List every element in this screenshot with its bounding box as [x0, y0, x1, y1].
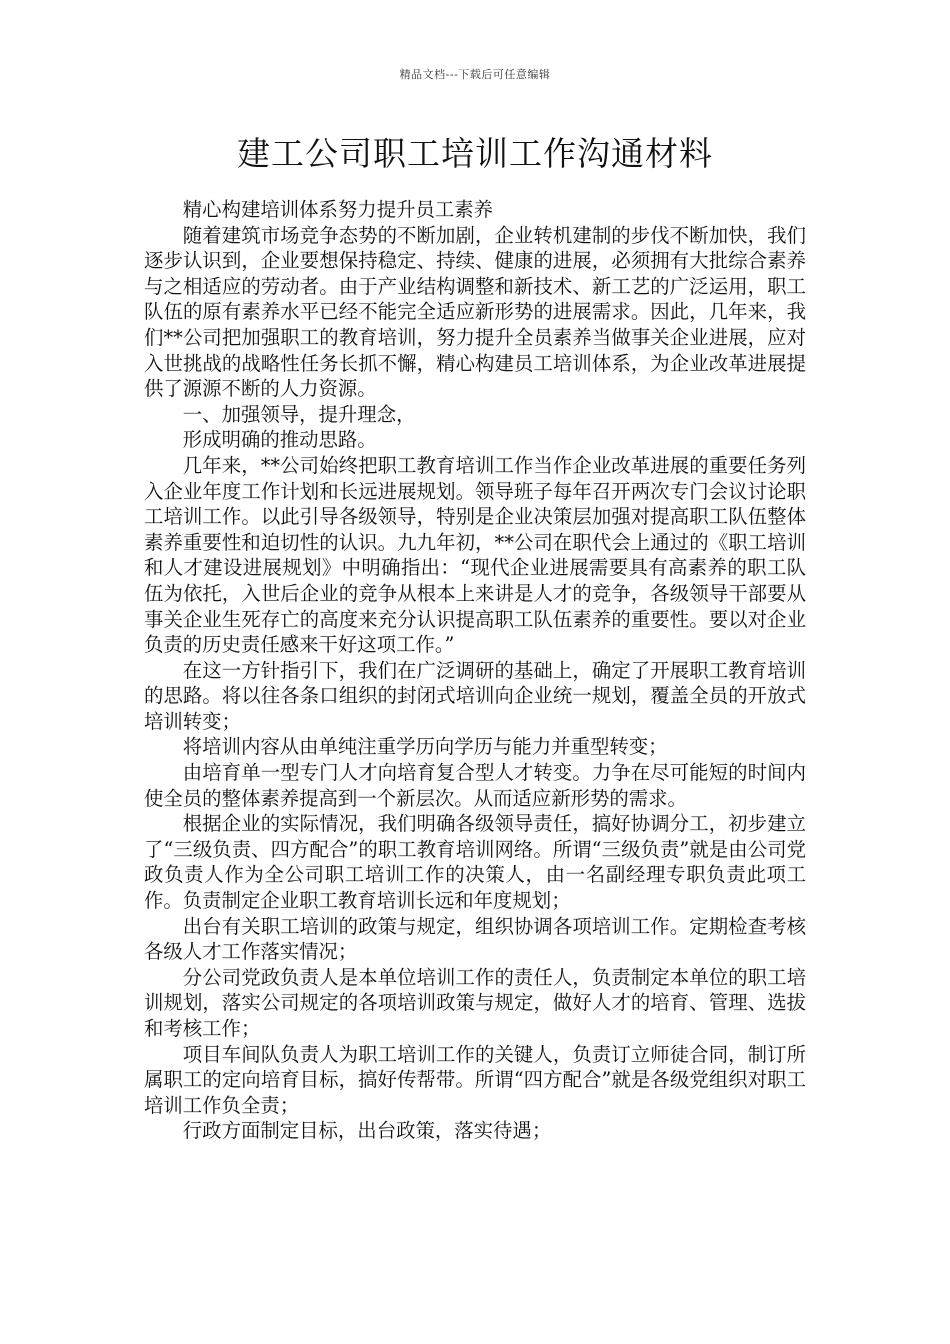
body-paragraph: 由培育单一型专门人才向培育复合型人才转变。力争在尽可能短的时间内使全员的整体素养提高到一个新层次。从而适应新形势的需求。	[144, 761, 806, 810]
body-paragraph: 出台有关职工培训的政策与规定，组织协调各项培训工作。定期检查考核各级人才工作落实情况；	[144, 914, 806, 964]
body-paragraph: 将培训内容从由单纯注重学历向学历与能力并重型转变；	[182, 735, 668, 759]
section-heading: 一、加强领导，提升理念，	[182, 402, 416, 426]
subtitle-paragraph: 精心构建培训体系努力提升员工素养	[182, 198, 494, 221]
document-body	[144, 197, 806, 1144]
page-header-note: 精品文档---下载后可任意编辑	[399, 68, 551, 81]
body-paragraph: 几年来，**公司始终把职工教育培训工作当作企业改革进展的重要任务列入企业年度工作计划和长远进展规划。领导班子每年召开两次专门会议讨论职工培训工作。以此引导各级领导，特别是企业决策层加强对提高职工队伍整体素养重要性和迫切性的认识。九九年初，**公司在职代会上通过的《职工培训和人才建设进展规划》中明确指出：“现代企业进展需要具有高素养的职工队伍为依托，入世后企业的竞争从根本上来讲是人才的竞争，各级领导干部要从事关企业生死存亡的高度来充分认识提高职工队伍素养的重要性。要以对企业负责的历史责任感来干好这项工作。”	[144, 453, 806, 657]
section-heading-continued: 形成明确的推动思路。	[182, 428, 377, 452]
document-title: 建工公司职工培训工作沟通材料	[237, 134, 713, 173]
body-paragraph: 项目车间队负责人为职工培训工作的关键人，负责订立师徒合同，制订所属职工的定向培育目标，搞好传帮带。所谓“四方配合”就是各级党组织对职工培训工作负全责；	[144, 1042, 806, 1117]
body-paragraph: 根据企业的实际情况，我们明确各级领导责任，搞好协调分工，初步建立了“三级负责、四方配合”的职工教育培训网络。所谓“三级负责”就是由公司党政负责人作为全公司职工培训工作的决策人，由一名副经理专职负责此项工作。负责制定企业职工教育培训长远和年度规划；	[144, 812, 806, 913]
body-paragraph: 分公司党政负责人是本单位培训工作的责任人，负责制定本单位的职工培训规划，落实公司规定的各项培训政策与规定，做好人才的培育、管理、选拔和考核工作；	[144, 965, 806, 1040]
body-paragraph: 随着建筑市场竞争态势的不断加剧，企业转机建制的步伐不断加快，我们逐步认识到，企业要想保持稳定、持续、健康的进展，必须拥有大批综合素养与之相适应的劳动者。由于产业结构调整和新技术、新工艺的广泛运用，职工队伍的原有素养水平已经不能完全适应新形势的进展需求。因此，几年来，我们**公司把加强职工的教育培训，努力提升全员素养当做事关企业进展，应对入世挑战的战略性任务长抓不懈，精心构建员工培训体系，为企业改革进展提供了源源不断的人力资源。	[144, 223, 806, 401]
body-paragraph: 行政方面制定目标，出台政策，落实待遇；	[182, 1119, 552, 1143]
body-paragraph: 在这一方针指引下，我们在广泛调研的基础上，确定了开展职工教育培训的思路。将以往各条口组织的封闭式培训向企业统一规划，覆盖全员的开放式培训转变；	[144, 658, 806, 733]
